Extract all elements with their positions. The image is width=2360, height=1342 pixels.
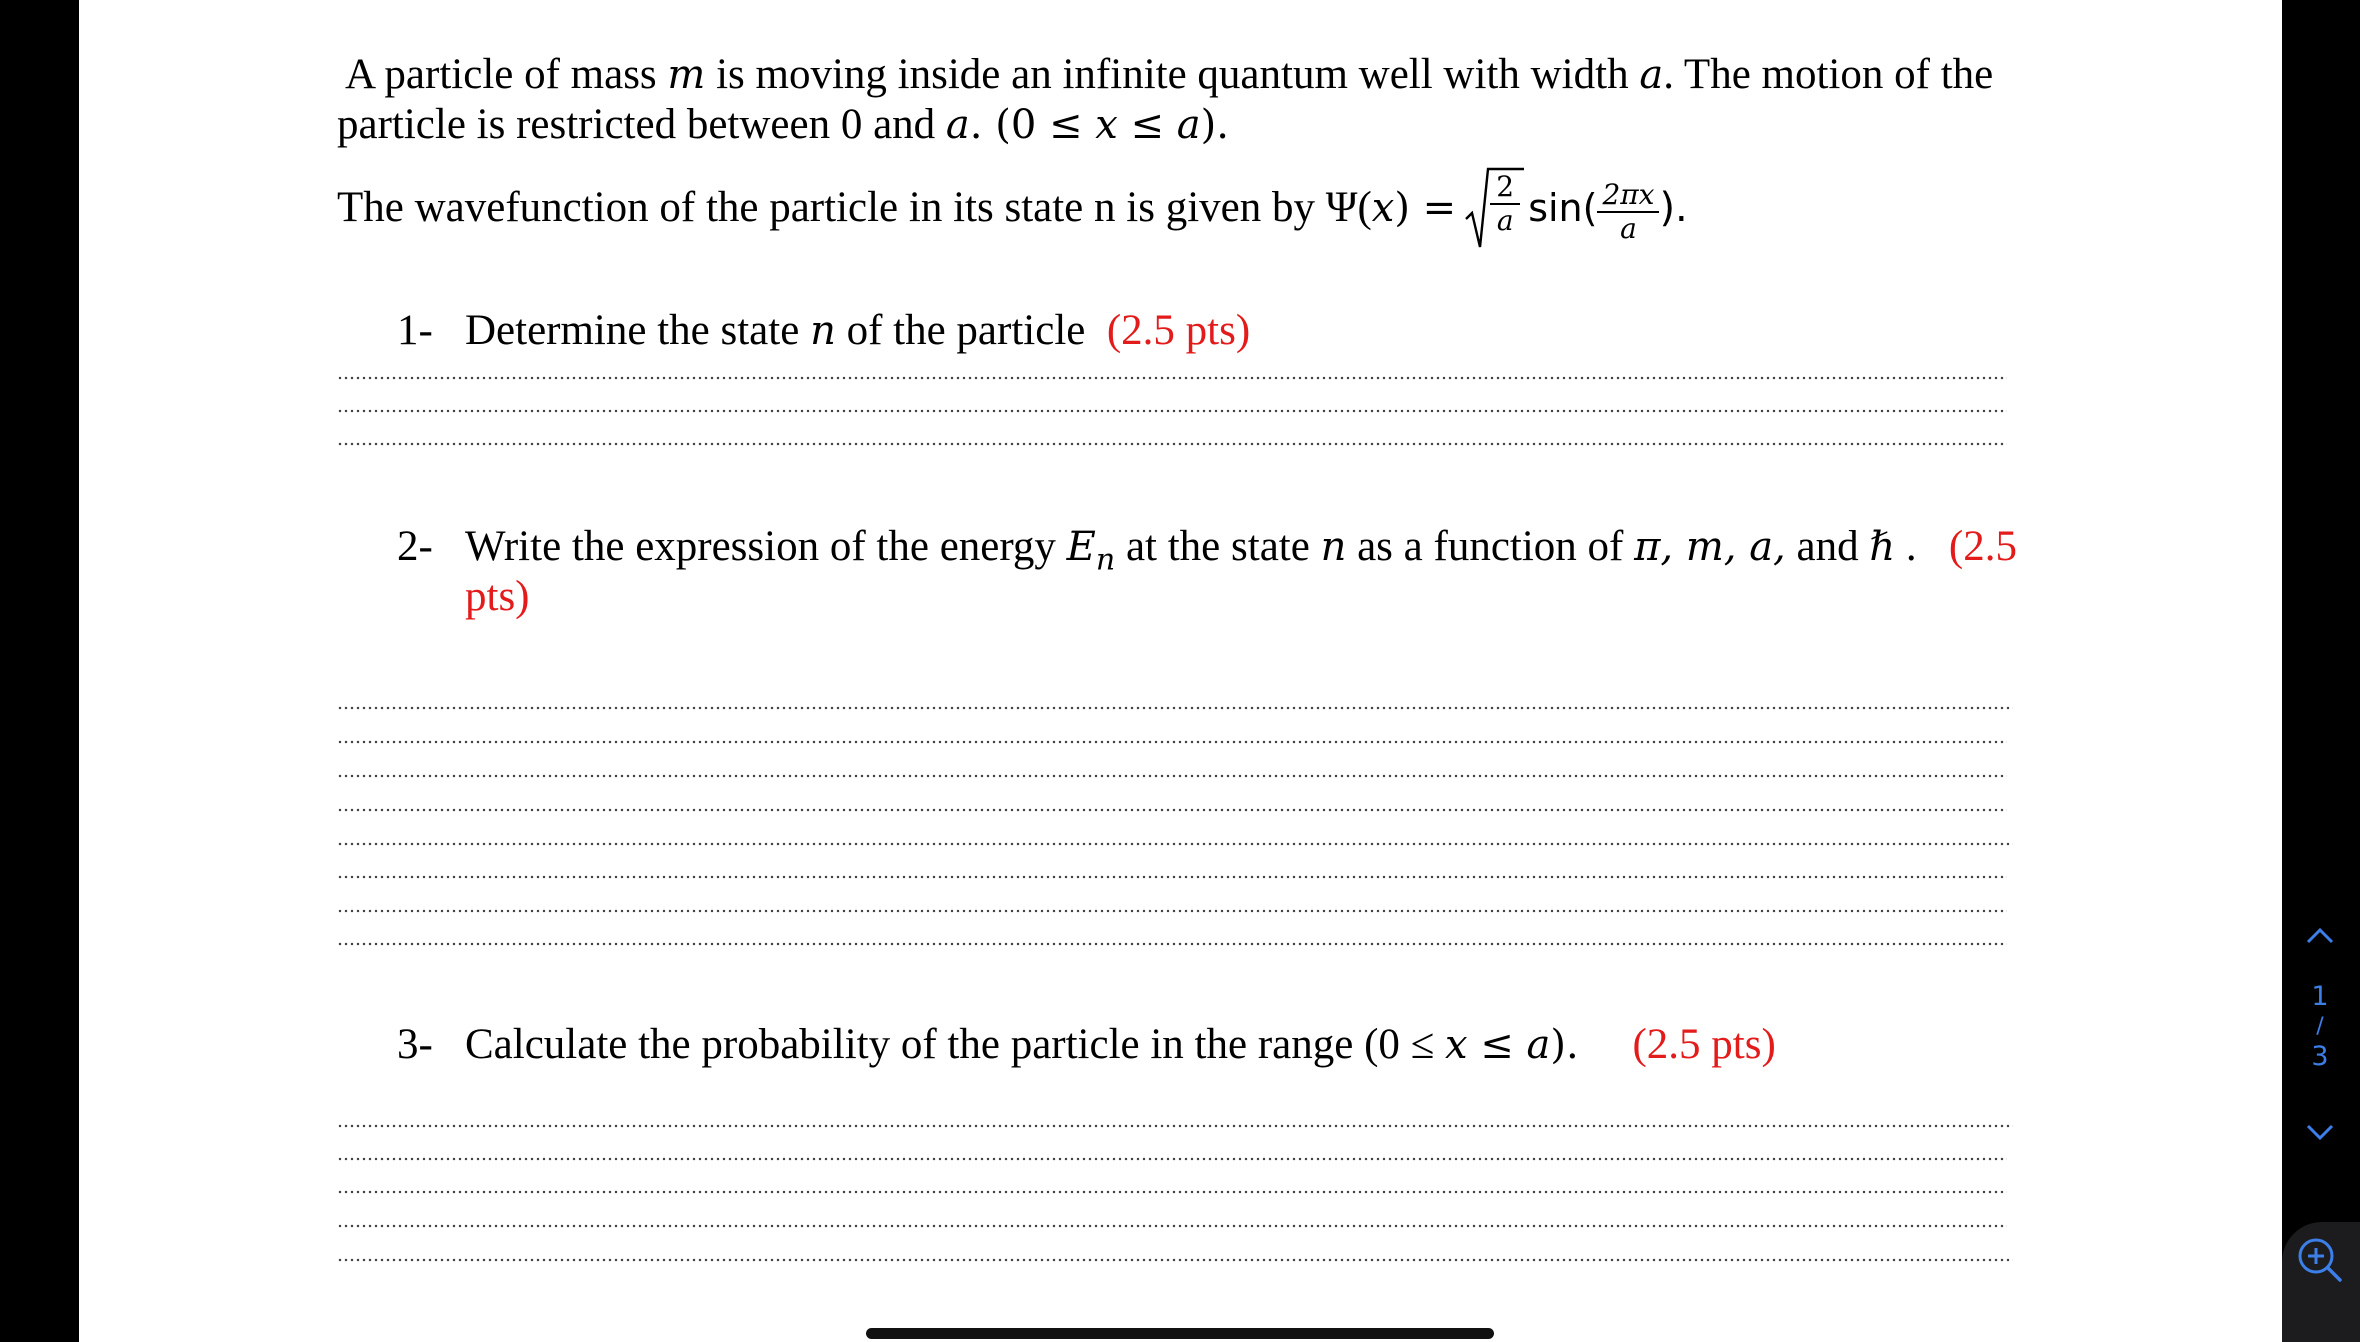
- answer-line: [337, 1157, 2007, 1161]
- answer-line: [337, 706, 2013, 710]
- points-badge: (2.5 pts): [1632, 1021, 1776, 1068]
- answer-line: [337, 409, 2007, 413]
- chevron-down-icon: [2300, 1116, 2340, 1152]
- answer-line: [337, 808, 2007, 812]
- page-down-button[interactable]: [2300, 1116, 2340, 1152]
- home-indicator[interactable]: [866, 1328, 1494, 1339]
- intro-line-2: particle is restricted between 0 and a. (0 ≤ x ≤ a).: [337, 101, 1229, 148]
- page-up-button[interactable]: [2300, 916, 2340, 952]
- answer-line: [337, 1190, 2007, 1194]
- answer-line: [337, 442, 2007, 446]
- fraction-2-over-a: 2 a: [1490, 171, 1520, 237]
- answer-line: [337, 909, 2007, 913]
- answer-line: [337, 1124, 2013, 1128]
- answer-line: [337, 875, 2007, 879]
- answer-line: [337, 842, 2013, 846]
- points-badge: (2.5 pts): [1106, 307, 1251, 354]
- zoom-in-icon: [2292, 1232, 2348, 1288]
- answer-line: [337, 740, 2007, 744]
- intro-line-1: A particle of mass m is moving inside an infinite quantum well with width a. The motion of the: [345, 51, 1994, 98]
- chevron-up-icon: [2300, 916, 2340, 952]
- answer-line: [337, 376, 2007, 380]
- answer-line: [337, 1258, 2013, 1262]
- page-indicator: 1 / 3: [2311, 981, 2329, 1072]
- answer-line: [337, 1224, 2007, 1228]
- points-badge: (2.5: [1948, 523, 2017, 570]
- zoom-in-button[interactable]: [2282, 1222, 2360, 1342]
- square-root: [1464, 163, 1526, 253]
- wavefunction-line: The wavefunction of the particle in its state n is given by Ψ( x ) = 2 a sin( $\frac{2\pi x}{a}$ ).: [337, 158, 2107, 258]
- answer-line: [337, 774, 2007, 778]
- points-badge: pts): [465, 573, 530, 620]
- fraction-2pix-over-a: $\frac{2\pi x}{a}$: [1597, 179, 1659, 245]
- answer-line: [337, 942, 2007, 946]
- document-page: A particle of mass m is moving inside an infinite quantum well with width a. The motion of the particle is restricted between 0 and a. (0 ≤ x ≤ a). The wavefunction of the particle in its state n is given by Ψ( x ) = 2 a sin( $\frac{2\pi x}{a}$ ). 1- Determine the state n of the particle (2.5 pts) 2- Write the expression of the energy $E_n$ at the state n as a function of π, m, a, and ℏ . (2.5 pts) 3- Calculate the probability of the particle in the range (0 ≤ x ≤ a). (2.5 pts): [79, 0, 2282, 1342]
